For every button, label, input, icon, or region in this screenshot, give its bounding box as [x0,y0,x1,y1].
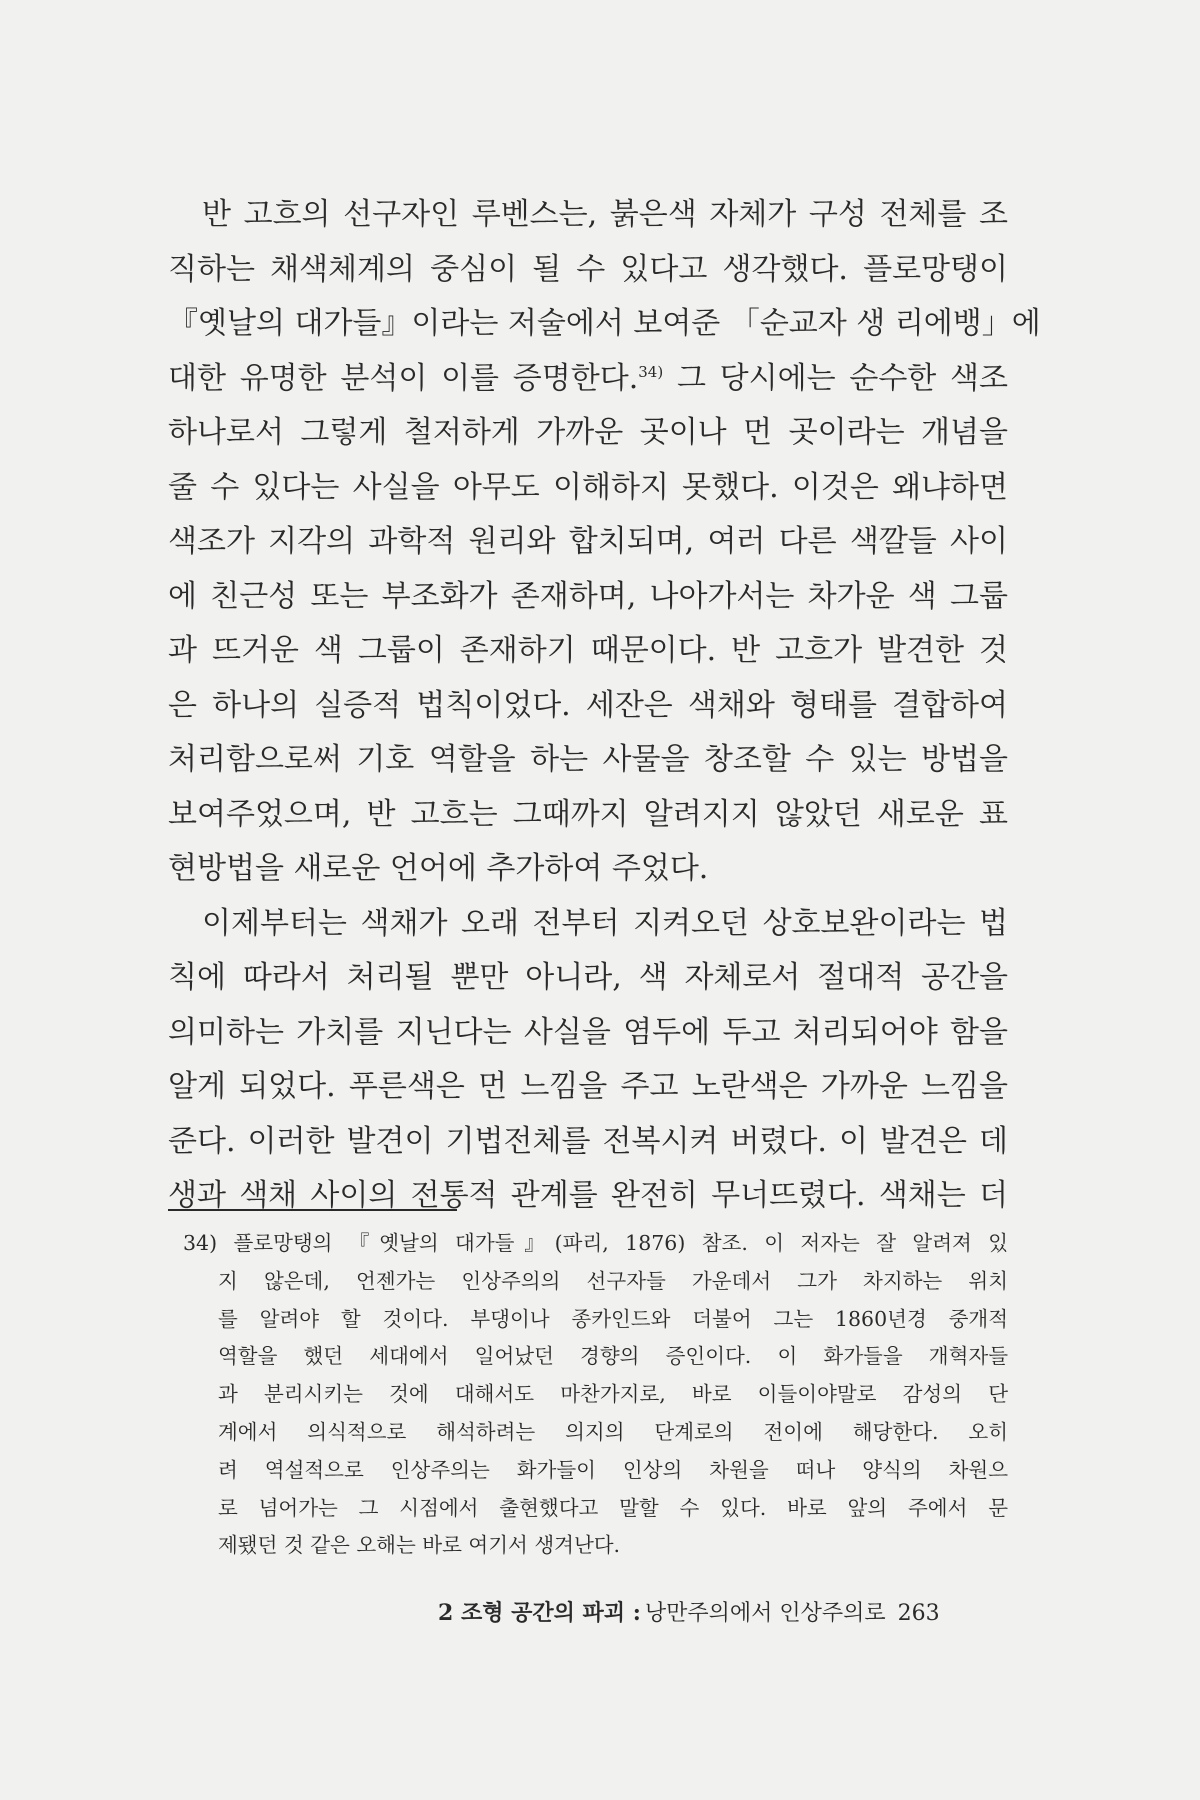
body-line: 과 뜨거운 색 그룹이 존재하기 때문이다. 반 고흐가 발견한 것 [168,633,1008,668]
body-line: 현방법을 새로운 언어에 추가하여 주었다. [168,851,709,886]
body-line: 보여주었으며, 반 고흐는 그때까지 알려지지 않았던 새로운 표 [168,796,1008,832]
running-footer [438,1598,940,1629]
footnote-line: 계에서 의식적으로 해석하려는 의지의 단계로의 전이에 해당한다. 오히 [218,1419,1008,1444]
footnote-line: 지 않은데, 언젠가는 인상주의의 선구자들 가운데서 그가 차지하는 위치 [218,1268,1008,1293]
page-number: 263 [897,1601,940,1626]
footnote-line: 를 알려야 할 것이다. 부댕이나 종카인드와 더불어 그는 1860년경 중개적 [218,1306,1008,1331]
body-line: 이제부터는 색채가 오래 전부터 지켜오던 상호보완이라는 법 [202,905,1008,941]
body-line: 은 하나의 실증적 법칙이었다. 세잔은 색채와 형태를 결합하여 [168,687,1008,723]
body-line-text: 대한 유명한 분석이 이를 증명한다. [168,360,639,396]
body-line: 준다. 이러한 발견이 기법전체를 전복시켜 버렸다. 이 발견은 데 [168,1123,1008,1159]
footnote-line: 로 넘어가는 그 시점에서 출현했다고 말할 수 있다. 바로 앞의 주에서 문 [218,1495,1008,1520]
body-text [168,188,1041,1224]
footnote-reference: 34) [638,362,664,381]
body-line: 직하는 채색체계의 중심이 될 수 있다고 생각했다. 플로망탱이 [168,251,1008,287]
body-line: 『옛날의 대가들』이라는 저술에서 보여준 「순교자 생 리에뱅」에 [168,306,1041,341]
body-line: 생과 색채 사이의 전통적 관계를 완전히 무너뜨렸다. 색채는 더 [168,1178,1008,1213]
body-line: 하나로서 그렇게 철저하게 가까운 곳이나 먼 곳이라는 개념을 [168,415,1008,450]
body-line-text: 그 당시에는 순수한 색조 [663,360,1008,396]
footnote-block [183,1225,1008,1565]
footnote-line: 려 역설적으로 인상주의는 화가들이 인상의 차원을 떠나 양식의 차원으 [218,1457,1008,1482]
footnote-line: 34) 플로망탱의 『옛날의 대가들』(파리, 1876) 참조. 이 저자는 잘 알려져 있 [183,1231,1008,1255]
body-line-with-footnote [168,352,1008,407]
footer-subtitle: 낭만주의에서 인상주의로 [644,1601,886,1626]
footnote-line: 과 분리시키는 것에 대해서도 마찬가지로, 바로 이들이야말로 감성의 단 [218,1382,1008,1407]
body-line: 줄 수 있다는 사실을 아무도 이해하지 못했다. 이것은 왜냐하면 [168,469,1008,505]
footnote-line: 제됐던 것 같은 오해는 바로 여기서 생겨난다. [218,1533,621,1558]
body-line: 의미하는 가치를 지닌다는 사실을 염두에 두고 처리되어야 함을 [168,1014,1008,1050]
body-line: 반 고흐의 선구자인 루벤스는, 붉은색 자체가 구성 전체를 조 [202,197,1008,232]
footnote-divider [168,1209,457,1211]
body-line: 색조가 지각의 과학적 원리와 합치되며, 여러 다른 색깔들 사이 [168,524,1008,559]
body-line: 에 친근성 또는 부조화가 존재하며, 나아가서는 차가운 색 그룹 [168,578,1008,614]
footer-chapter-title: 2 조형 공간의 파괴 : [438,1600,641,1626]
footnote-line: 역할을 했던 세대에서 일어났던 경향의 증인이다. 이 화가들을 개혁자들 [218,1344,1008,1369]
body-line: 처리함으로써 기호 역할을 하는 사물을 창조할 수 있는 방법을 [168,742,1008,777]
body-line: 알게 되었다. 푸른색은 먼 느낌을 주고 노란색은 가까운 느낌을 [168,1069,1008,1104]
body-line: 칙에 따라서 처리될 뿐만 아니라, 색 자체로서 절대적 공간을 [168,960,1008,995]
